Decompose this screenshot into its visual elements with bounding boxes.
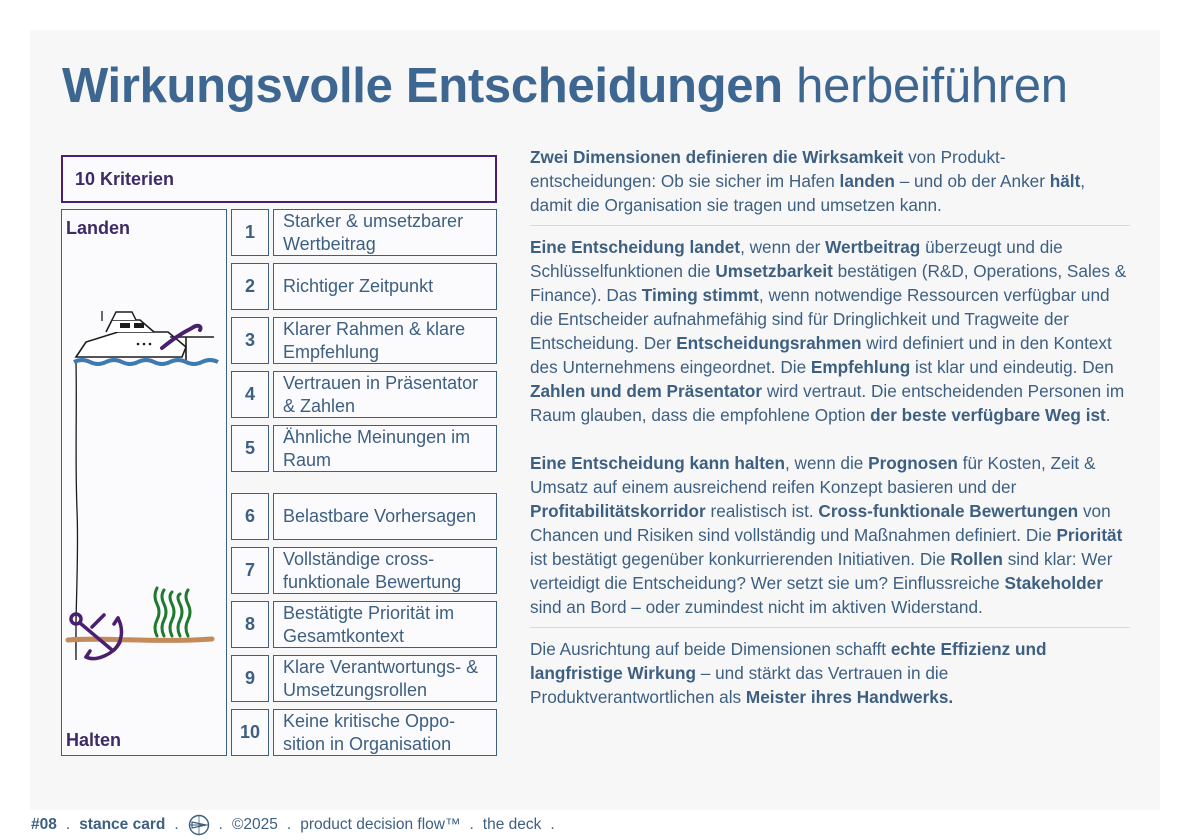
landen-bold: der beste verfügbare Weg ist [870, 405, 1106, 425]
criterion-text: Starker & umsetzbarer Wertbeitrag [273, 209, 497, 256]
landen-text: wird vertraut. Die entscheidenden Personen im Raum glauben, dass die empfohlene Option [530, 381, 1125, 425]
criterion-number: 1 [231, 209, 269, 256]
intro-paragraph [530, 145, 1130, 217]
halten-bold: Stakeholder [1004, 573, 1103, 593]
footer-separator: . [550, 816, 555, 833]
yacht-icon [76, 311, 186, 357]
landen-text: wird definiert und in den Kontext des Unternehmens eingeordnet. Die [530, 333, 1112, 377]
footer-separator: . [218, 816, 223, 833]
spacer [530, 427, 1130, 451]
landen-bold: Timing stimmt [641, 285, 759, 305]
landen-paragraph [530, 235, 1130, 427]
intro-bold: Zwei Dimensionen definieren die Wirksamkeit [530, 147, 904, 167]
halten-text: ist bestätigt gegenüber konkurrierenden Initiativen. Die [530, 549, 951, 569]
footer-separator: . [286, 816, 292, 833]
criterion-text: Klare Verantwortungs- & Umsetzungsrollen [273, 655, 497, 702]
landen-text: bestätigen (R&D, Operations, Sales & Finance). Das [530, 261, 1127, 305]
intro-text: von Produkt-entscheidungen: Ob sie sicher im Hafen [530, 147, 1006, 191]
halten-bold: Eine Entscheidung kann halten [530, 453, 785, 473]
landen-text: . [1105, 405, 1111, 425]
dimension-scale [61, 209, 227, 756]
criterion-text: Belastbare Vorhersagen [273, 493, 497, 540]
criterion-text: Klarer Rahmen & klare Empfehlung [273, 317, 497, 364]
landen-bold: Umsetzbarkeit [715, 261, 833, 281]
divider [530, 225, 1130, 226]
landen-bold: Empfehlung [810, 357, 911, 377]
criterion-number: 9 [231, 655, 269, 702]
landen-bold: Zahlen und dem Präsentator [530, 381, 763, 401]
seaweed-icon [155, 588, 190, 636]
title-light: herbeiführen [796, 59, 1068, 113]
footer-separator: . [65, 816, 71, 833]
footer-separator: . [469, 816, 474, 833]
conclusion-bold: echte Effizienz und langfristige Wirkung [530, 639, 1047, 683]
intro-bold: landen [839, 171, 895, 191]
product-name: product decision flow™ [300, 816, 461, 833]
criterion-text: Ähnliche Meinungen im Raum [273, 425, 497, 472]
criterion-number: 6 [231, 493, 269, 540]
halten-text: von Chancen und Risiken sind vollständig und Maßnahmen definiert. Die [530, 501, 1111, 545]
criterion-text: Richtiger Zeitpunkt [273, 263, 497, 310]
page-title [62, 56, 1068, 116]
criterion-text: Keine kritische Oppo-sition in Organisation [273, 709, 497, 756]
criterion-text: Bestätigte Priorität im Gesamtkontext [273, 601, 497, 648]
explanation-column [530, 145, 1130, 709]
criterion-text: Vertrauen in Präsentator & Zahlen [273, 371, 497, 418]
halten-bold: Rollen [950, 549, 1003, 569]
landen-text: überzeugt und die Schlüsselfunktionen die [530, 237, 1063, 281]
intro-text: , damit die Organisation sie tragen und umsetzen kann. [530, 171, 1086, 215]
criterion-number: 10 [231, 709, 269, 756]
landen-bold: Entscheidungsrahmen [676, 333, 862, 353]
compass-logo-icon [188, 814, 210, 836]
conclusion-text: Die Ausrichtung auf beide Dimensionen schafft [530, 639, 891, 659]
halten-bold: Prognosen [868, 453, 958, 473]
halten-text: sind an Bord – oder zumindest nicht im aktiven Widerstand. [530, 597, 983, 617]
scale-label-halten: Halten [66, 730, 122, 750]
footer [31, 814, 564, 836]
landen-text: , wenn notwendige Ressourcen verfügbar und die Entscheider aufnahmefähig sind für Dringlichkeit und Tragweite der Entscheidung. Der [530, 285, 1110, 353]
harbor-illustration [62, 210, 228, 757]
seabed [68, 639, 212, 640]
intro-bold: hält [1049, 171, 1081, 191]
halten-text: , wenn die [784, 453, 869, 473]
deck-name: the deck [482, 816, 542, 833]
halten-text: realistisch ist. [705, 501, 819, 521]
criterion-number: 4 [231, 371, 269, 418]
card-number: #08 [31, 816, 57, 833]
halten-bold: Priorität [1056, 525, 1123, 545]
footer-separator: . [174, 816, 179, 833]
conclusion-bold: Meister ihres Handwerks. [745, 687, 954, 707]
criterion-number: 5 [231, 425, 269, 472]
criterion-text: Vollständige cross-funktionale Bewertung [273, 547, 497, 594]
divider [530, 627, 1130, 628]
halten-paragraph [530, 451, 1130, 619]
halten-bold: Cross-funktionale Bewertungen [818, 501, 1079, 521]
landen-bold: Eine Entscheidung landet [530, 237, 741, 257]
scale-label-landen: Landen [66, 218, 131, 238]
landen-text: , wenn der [740, 237, 826, 257]
criterion-number: 7 [231, 547, 269, 594]
criteria-header: 10 Kriterien [61, 155, 497, 203]
copyright: ©2025 [231, 816, 278, 833]
card-type: stance card [79, 816, 166, 833]
halten-bold: Profitabilitätskorridor [530, 501, 706, 521]
conclusion-text: – und stärkt das Vertrauen in die Produktverantwortlichen als [530, 663, 949, 707]
criterion-number: 2 [231, 263, 269, 310]
title-bold: Wirkungsvolle Entscheidungen [62, 59, 783, 113]
anchor-icon [71, 614, 121, 659]
conclusion-paragraph [530, 637, 1130, 709]
intro-text: – und ob der Anker [894, 171, 1050, 191]
criterion-number: 8 [231, 601, 269, 648]
criterion-number: 3 [231, 317, 269, 364]
halten-text: sind klar: Wer verteidigt die Entscheidung? Wer setzt sie um? Einflussreiche [530, 549, 1113, 593]
halten-text: für Kosten, Zeit & Umsatz auf einem ausreichend reifen Konzept basieren und der [530, 453, 1096, 497]
landen-text: ist klar und eindeutig. Den [910, 357, 1114, 377]
water-line [74, 360, 218, 364]
landen-bold: Wertbeitrag [825, 237, 921, 257]
